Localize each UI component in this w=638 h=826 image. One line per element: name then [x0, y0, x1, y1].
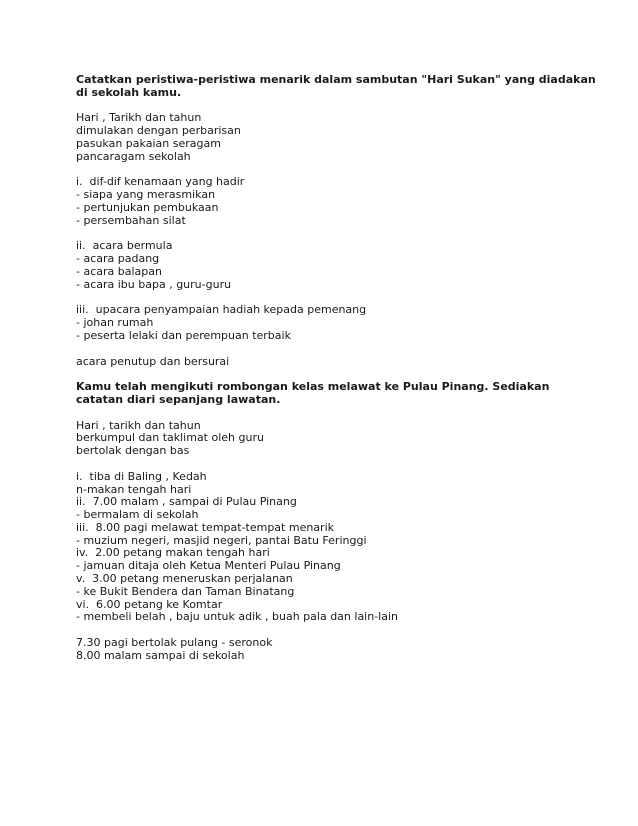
- text-line: iii. upacara penyampaian hadiah kepada pemenang: [76, 303, 367, 317]
- text-line: acara penutup dan bersurai: [76, 354, 230, 368]
- text-line: 8.00 malam sampai di sekolah: [76, 648, 245, 662]
- text-line: bertolak dengan bas: [76, 444, 190, 458]
- text-line: - acara padang: [76, 252, 160, 266]
- text-line: v. 3.00 petang meneruskan perjalanan: [76, 572, 293, 586]
- text-line: berkumpul dan taklimat oleh guru: [76, 431, 264, 445]
- section1-closing: [76, 356, 596, 369]
- section2-intro: [76, 420, 596, 458]
- spacer: [76, 458, 596, 471]
- text-line: - pertunjukan pembukaan: [76, 200, 219, 214]
- text-line: Hari , Tarikh dan tahun: [76, 111, 202, 125]
- text-line: i. dif-dif kenamaan yang hadir: [76, 175, 245, 189]
- text-line: n-makan tengah hari: [76, 482, 192, 496]
- text-line: - jamuan ditaja oleh Ketua Menteri Pulau Pinang: [76, 559, 341, 573]
- text-line: 7.30 pagi bertolak pulang - seronok: [76, 636, 273, 650]
- spacer: [76, 407, 596, 420]
- section1-intro: [76, 112, 596, 163]
- text-line: pancaragam sekolah: [76, 149, 191, 163]
- section1-heading: Catatkan peristiwa-peristiwa menarik dalam sambutan "Hari Sukan" yang diadakan di sekolah kamu.: [76, 73, 596, 99]
- text-line: - siapa yang merasmikan: [76, 188, 216, 202]
- text-line: ii. acara bermula: [76, 239, 173, 253]
- document-page: [76, 74, 596, 663]
- text-line: vi. 6.00 petang ke Komtar: [76, 597, 223, 611]
- text-line: - ke Bukit Bendera dan Taman Binatang: [76, 584, 295, 598]
- text-line: pasukan pakaian seragam: [76, 136, 221, 150]
- section1-part3: [76, 304, 596, 342]
- text-line: - membeli belah , baju untuk adik , buah pala dan lain-lain: [76, 610, 399, 624]
- text-line: iv. 2.00 petang makan tengah hari: [76, 546, 270, 560]
- section1-part1: [76, 176, 596, 227]
- section2-heading: Kamu telah mengikuti rombongan kelas melawat ke Pulau Pinang. Sediakan catatan diari sepanjang lawatan.: [76, 380, 550, 406]
- section2-itinerary: [76, 471, 596, 625]
- text-line: - acara balapan: [76, 264, 162, 278]
- text-line: - acara ibu bapa , guru-guru: [76, 277, 232, 291]
- section1-part2: [76, 240, 596, 291]
- text-line: - johan rumah: [76, 316, 154, 330]
- text-line: - muzium negeri, masjid negeri, pantai Batu Feringgi: [76, 533, 367, 547]
- text-line: - bermalam di sekolah: [76, 508, 199, 522]
- text-line: - persembahan silat: [76, 213, 186, 227]
- text-line: Hari , tarikh dan tahun: [76, 418, 201, 432]
- text-line: iii. 8.00 pagi melawat tempat-tempat menarik: [76, 520, 335, 534]
- text-line: ii. 7.00 malam , sampai di Pulau Pinang: [76, 495, 297, 509]
- spacer: [76, 343, 596, 356]
- text-line: dimulakan dengan perbarisan: [76, 124, 241, 138]
- text-line: - peserta lelaki dan perempuan terbaik: [76, 328, 291, 342]
- section2-ending: [76, 637, 596, 663]
- text-line: i. tiba di Baling , Kedah: [76, 469, 207, 483]
